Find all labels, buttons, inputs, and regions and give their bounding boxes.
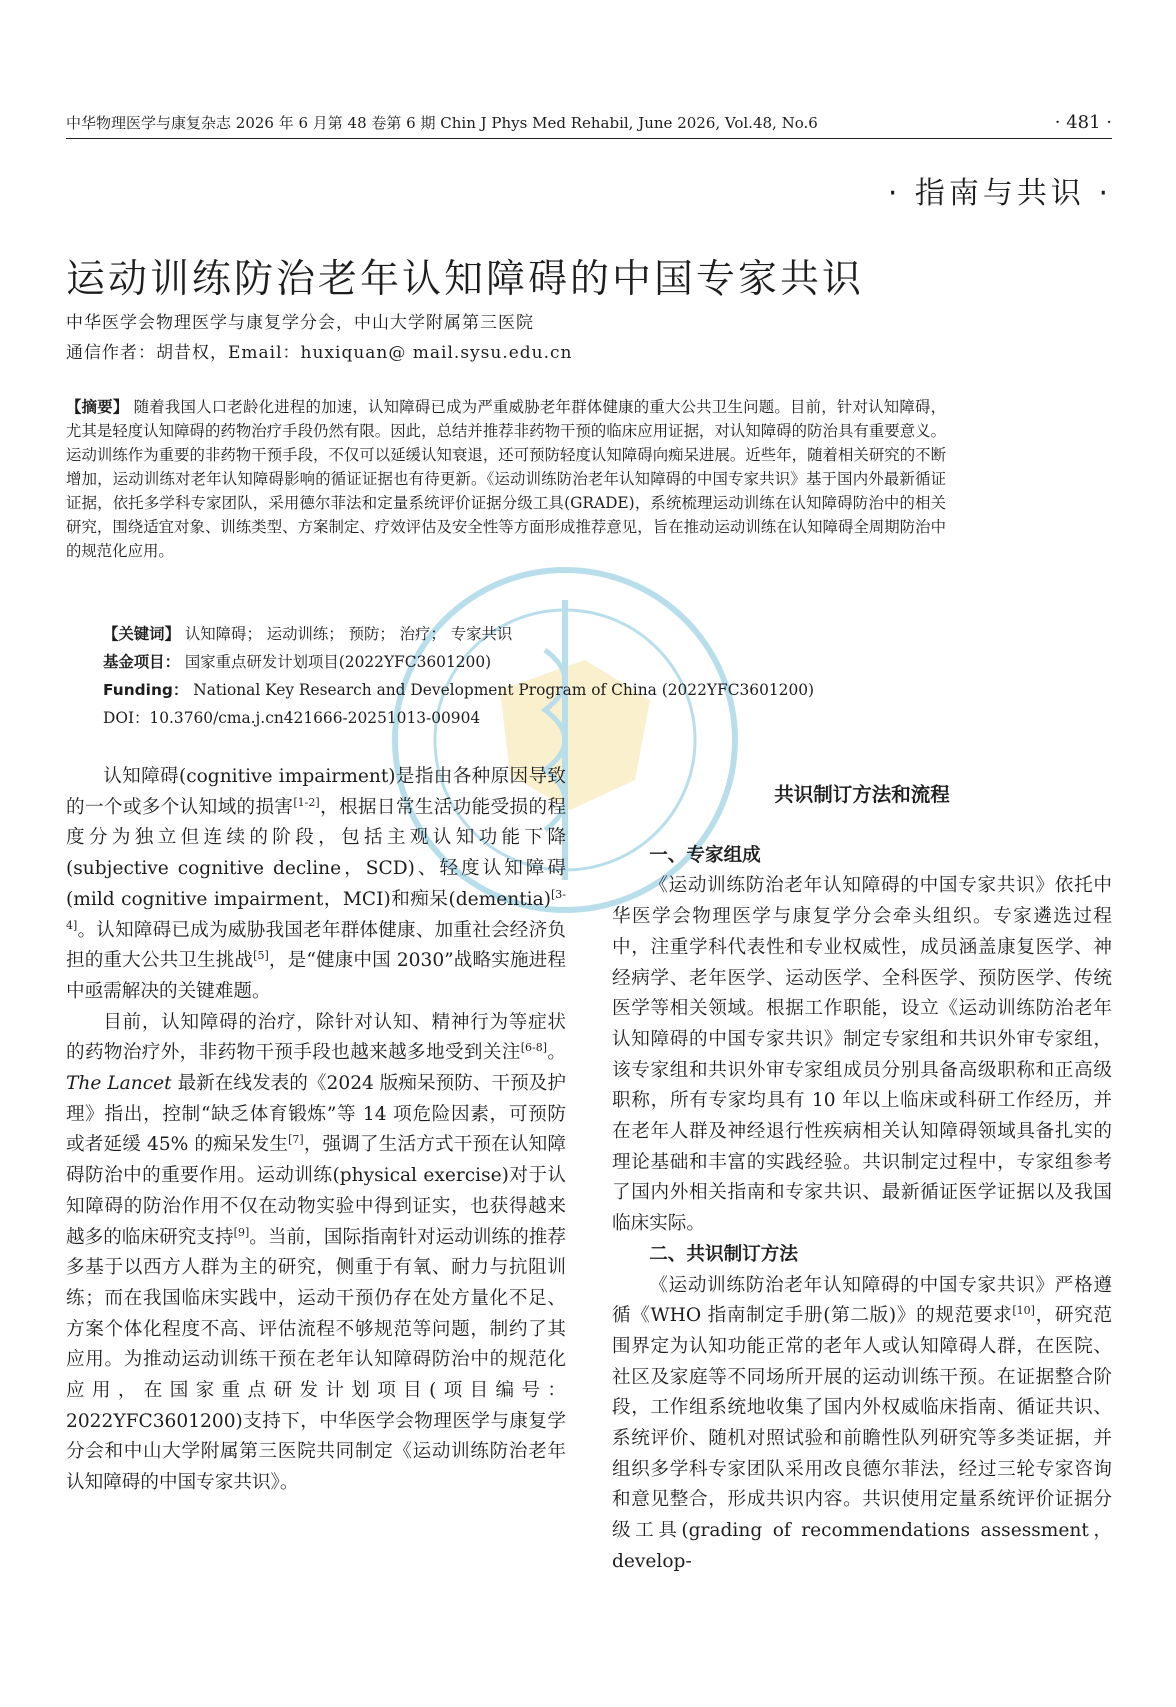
fund-label: 基金项目： (103, 653, 180, 671)
citation-ref[interactable]: [10] (1012, 1304, 1035, 1318)
citation-ref[interactable]: [9] (233, 1225, 250, 1239)
journal-name: The Lancet (66, 1073, 172, 1095)
keywords-label: 【关键词】 (103, 625, 180, 643)
text-run: 最新在线发表的《2024 版痴呆预防、干预及护理》指出，控制“缺乏体育锻炼”等 14 项危险因素，可预防或者延缓 45% 的痴呆发生 (66, 1073, 566, 1156)
subsection-heading-1: 一、专家组成 (649, 844, 761, 866)
text-run: ，是“健康中国 2030”战略实施进程中亟需解决的关键难题。 (66, 950, 566, 1002)
citation-ref[interactable]: [1-2] (293, 795, 320, 809)
text-run: 目前，认知障碍的治疗，除针对认知、精神行为等症状的药物治疗外，非药物干预手段也越来越多地受到关注 (66, 1011, 566, 1064)
article-title: 运动训练防治老年认知障碍的中国专家共识 (66, 257, 865, 303)
fund-text: 国家重点研发计划项目(2022YFC3601200) (184, 653, 492, 671)
funding-en (103, 676, 963, 704)
abstract-text: 随着我国人口老龄化进程的加速，认知障碍已成为严重威胁老年群体健康的重大公共卫生问题。目前，针对认知障碍，尤其是轻度认知障碍的药物治疗手段仍然有限。因此，总结并推荐非药物干预的临床应用证据，对认知障碍的防治具有重要意义。运动训练作为重要的非药物干预手段，不仅可以延缓认知衰退，还可预防轻度认知障碍向痴呆进展。近些年，随着相关研究的不断增加，运动训练对老年认知障碍影响的循证证据也有待更新。《运动训练防治老年认知障碍的中国专家共识》基于国内外最新循证证据，依托多学科专家团队，采用德尔菲法和定量系统评价证据分级工具(GRADE)，系统梳理运动训练在认知障碍防治中的相关研究，围绕适宜对象、训练类型、方案制定、疗效评估及安全性等方面形成推荐意见，旨在推动运动训练在认知障碍全周期防治中的规范化应用。 (66, 398, 946, 560)
expert-panel-paragraph: 《运动训练防治老年认知障碍的中国专家共识》依托中华医学会物理医学与康复学分会牵头组织。专家遴选过程中，注重学科代表性和专业权威性，成员涵盖康复医学、神经病学、老年医学、运动医学、全科医学、预防医学、传统医学等相关领域。根据工作职能，设立《运动训练防治老年认知障碍的中国专家共识》制定专家组和共识外审专家组，该专家组和共识外审专家组成员分别具备高级职称和正高级职称，所有专家均具有 10 年以上临床或科研工作经历，并在老年人群及神经退行性疾病相关认知障碍领域具备扎实的理论基础和丰富的实践经验。共识制定过程中，专家组参考了国内外相关指南和专家共识、最新循证医学证据以及我国临床实际。 (612, 875, 1112, 1235)
text-run: ，强调了生活方式干预在认知障碍防治中的重要作用。运动训练(physical exercise)对于认知障碍的防治作用不仅在动物实验中得到证实，也获得越来越多的临床研究支持 (66, 1134, 566, 1248)
citation-ref[interactable]: [7] (288, 1133, 304, 1147)
subsection-heading-2: 二、共识制订方法 (649, 1243, 798, 1265)
text-run: 。当前，国际指南针对运动训练的推荐多基于以西方人群为主的研究，侧重于有氧、耐力与抗阻训练；而在我国临床实践中，运动干预仍存在处方量化不足、方案个体化程度不高、评估流程不够规范等问题，制约了其应用。为推动运动训练干预在老年认知障碍防治中的规范化应用，在国家重点研发计划项目(项目编号：2022YFC3601200)支持下，中华医学会物理医学与康复学分会和中山大学附属第三医院共同制定《运动训练防治老年认知障碍的中国专家共识》。 (66, 1226, 566, 1494)
affiliation: 中华医学会物理医学与康复学分会，中山大学附属第三医院 (66, 313, 534, 333)
text-run: 。 (547, 1042, 566, 1064)
funding-text: National Key Research and Development Program of China (2022YFC3601200) (193, 681, 815, 699)
article-meta (103, 620, 963, 732)
citation-ref[interactable]: [5] (253, 949, 269, 963)
abstract-label: 【摘要】 (66, 398, 129, 416)
funding-label: Funding： (103, 681, 189, 699)
left-column (66, 762, 566, 1499)
header-rule (66, 138, 1112, 139)
text-run: 《运动训练防治老年认知障碍的中国专家共识》严格遵循《WHO 指南制定手册(第二版)》的规范要求 (612, 1274, 1112, 1327)
right-column (612, 762, 1112, 1578)
abstract (66, 395, 946, 563)
page-number: · 481 · (1054, 112, 1112, 133)
section-heading: 共识制订方法和流程 (774, 783, 950, 806)
journal-citation: 中华物理医学与康复杂志 2026 年 6 月第 48 卷第 6 期 Chin J Phys Med Rehabil, June 2026, Vol.48, No.6 (66, 114, 818, 132)
author-block (66, 308, 572, 368)
column-tag: · 指南与共识 · (887, 176, 1112, 211)
keywords (103, 620, 963, 648)
text-run: ，研究范围界定为认知功能正常的老年人或认知障碍人群，在医院、社区及家庭等不同场所开展的运动训练干预。在证据整合阶段，工作组系统地收集了国内外权威临床指南、循证共识、系统评价、随机对照试验和前瞻性队列研究等多类证据，并组织多学科专家团队采用改良德尔菲法，经过三轮专家咨询和意见整合，形成共识内容。共识使用定量系统评价证据分级工具(grading of recommendations assessment，develop- (612, 1305, 1112, 1572)
citation-ref[interactable]: [3-4] (66, 887, 566, 932)
running-header (66, 112, 1112, 133)
keywords-text: 认知障碍； 运动训练； 预防； 治疗； 专家共识 (184, 625, 513, 643)
method-paragraph (612, 1271, 1112, 1578)
text-run: 。认知障碍已成为威胁我国老年群体健康、加重社会经济负担的重大公共卫生挑战 (66, 919, 566, 972)
corresponding-author: 通信作者：胡昔权，Email：huxiquan@ mail.sysu.edu.cn (66, 343, 573, 363)
text-run: 认知障碍(cognitive impairment)是指由各种原因导致的一个或多个认知域的损害 (66, 766, 566, 818)
text-run: ，根据日常生活功能受损的程度分为独立但连续的阶段，包括主观认知功能下降(subjective cognitive decline，SCD)、轻度认知障碍(mild cognitive impairment，MCI)和痴呆(dementia) (66, 796, 566, 910)
intro-paragraph-1 (66, 762, 566, 1008)
intro-paragraph-2 (66, 1008, 566, 1499)
citation-ref[interactable]: [6-8] (520, 1041, 548, 1055)
fund (103, 648, 963, 676)
doi[interactable]: DOI：10.3760/cma.j.cn421666-20251013-00904 (103, 709, 481, 727)
